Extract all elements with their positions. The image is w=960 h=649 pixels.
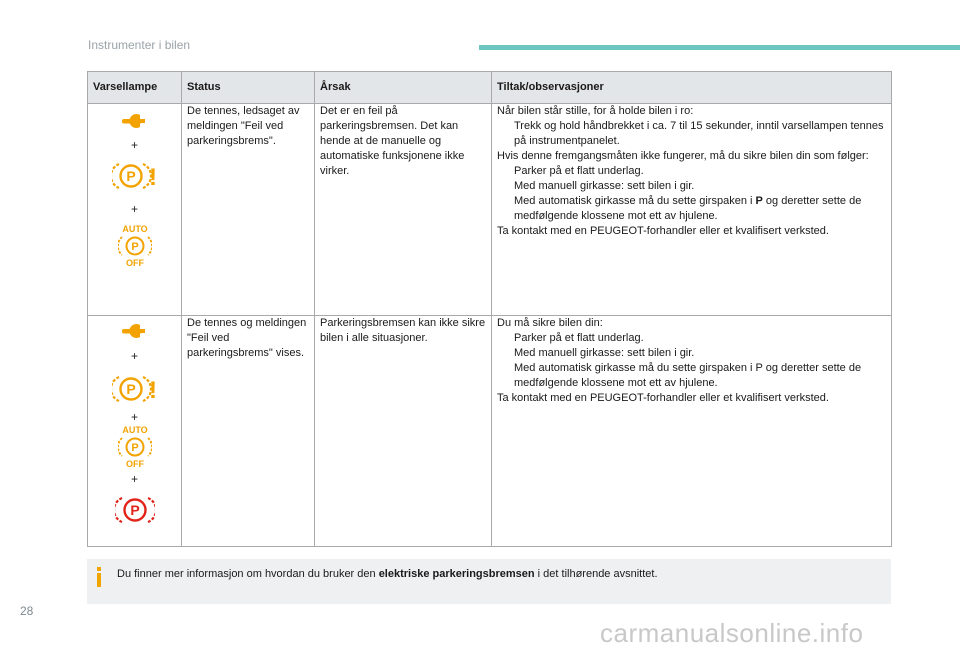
info-text: Du finner mer informasjon om hvordan du bruker den elektriske parkeringsbremsen i det tilhørende avsnittet.	[117, 568, 658, 580]
plus-sign: +	[130, 349, 138, 363]
action-bullet: Med automatisk girkasse må du sette girspaken i P og deretter sette de medfølgende klossene mot ett av hjulene.	[514, 195, 862, 222]
cause-cell: Parkeringsbremsen kan ikke sikre bilen i alle situasjoner.	[315, 316, 492, 547]
table-row	[88, 104, 892, 316]
cause-cell: Det er en feil på parkeringsbremsen. Det kan hende at de manuelle og automatiske funksjonene ikke virker.	[315, 104, 492, 316]
plus-sign: +	[130, 202, 138, 216]
status-cell: De tennes, ledsaget av meldingen "Feil ved parkeringsbrems".	[182, 104, 315, 316]
status-cell: De tennes og meldingen "Feil ved parkeringsbrems" vises.	[182, 316, 315, 547]
action-outro: Ta kontakt med en PEUGEOT-forhandler eller et kvalifisert verksted.	[497, 392, 829, 404]
action-bullet: Med automatisk girkasse må du sette girspaken i P og deretter sette de medfølgende klossene mot ett av hjulene.	[514, 362, 862, 389]
action-bullet: Med manuell girkasse: sett bilen i gir.	[514, 347, 695, 359]
lamp-cell	[88, 316, 182, 547]
off-label: OFF	[125, 459, 144, 468]
auto-label: AUTO	[121, 224, 148, 234]
wrench-icon	[118, 322, 152, 340]
action-intro: Du må sikre bilen din:	[497, 317, 603, 329]
section-title: Instrumenter i bilen	[88, 38, 191, 52]
header-action: Tiltak/observasjoner	[492, 72, 892, 104]
table-row	[88, 316, 892, 547]
warning-lamp-table	[87, 71, 892, 547]
header-status: Status	[182, 72, 315, 104]
parking-brake-fault-icon	[112, 161, 158, 191]
p-glyph: P	[130, 442, 139, 454]
action-cell	[492, 104, 892, 316]
info-box	[87, 559, 891, 604]
action-bullet: Parker på et flatt underlag.	[514, 165, 644, 177]
info-icon	[97, 567, 111, 587]
action-cell	[492, 316, 892, 547]
watermark: carmanualsonline.info	[600, 618, 864, 648]
plus-sign: +	[130, 472, 138, 486]
wrench-icon	[118, 112, 152, 130]
section-accent-bar	[479, 45, 960, 50]
p-glyph: P	[125, 381, 136, 397]
page-number: 28	[20, 604, 34, 618]
plus-sign: +	[130, 138, 138, 152]
info-link-text: elektriske parkeringsbremsen	[378, 568, 535, 580]
p-glyph: P	[125, 168, 136, 184]
exclamation-glyph: !	[148, 164, 157, 191]
parking-brake-icon	[115, 495, 155, 525]
off-label: OFF	[125, 258, 144, 267]
auto-p-off-icon	[118, 424, 152, 468]
action-text: Hvis denne fremgangsmåten ikke fungerer, må du sikre bilen din som følger:	[497, 150, 869, 162]
p-glyph: P	[129, 502, 140, 518]
exclamation-glyph: !	[148, 377, 157, 404]
action-bullet: Trekk og hold håndbrekket i ca. 7 til 15 sekunder, inntil varsellampen tennes på instrumentpanelet.	[514, 120, 884, 147]
header-cause: Årsak	[315, 72, 492, 104]
auto-p-off-icon	[118, 223, 152, 267]
action-outro: Ta kontakt med en PEUGEOT-forhandler eller et kvalifisert verksted.	[497, 225, 829, 237]
action-bullet: Parker på et flatt underlag.	[514, 332, 644, 344]
p-glyph: P	[130, 241, 139, 253]
auto-label: AUTO	[121, 425, 148, 435]
action-intro: Når bilen står stille, for å holde bilen i ro:	[497, 105, 694, 117]
action-bullet: Med manuell girkasse: sett bilen i gir.	[514, 180, 695, 192]
lamp-cell	[88, 104, 182, 316]
plus-sign: +	[130, 410, 138, 424]
table-header-row	[88, 72, 892, 104]
parking-brake-fault-icon	[112, 374, 158, 404]
header-lamp: Varsellampe	[88, 72, 182, 104]
